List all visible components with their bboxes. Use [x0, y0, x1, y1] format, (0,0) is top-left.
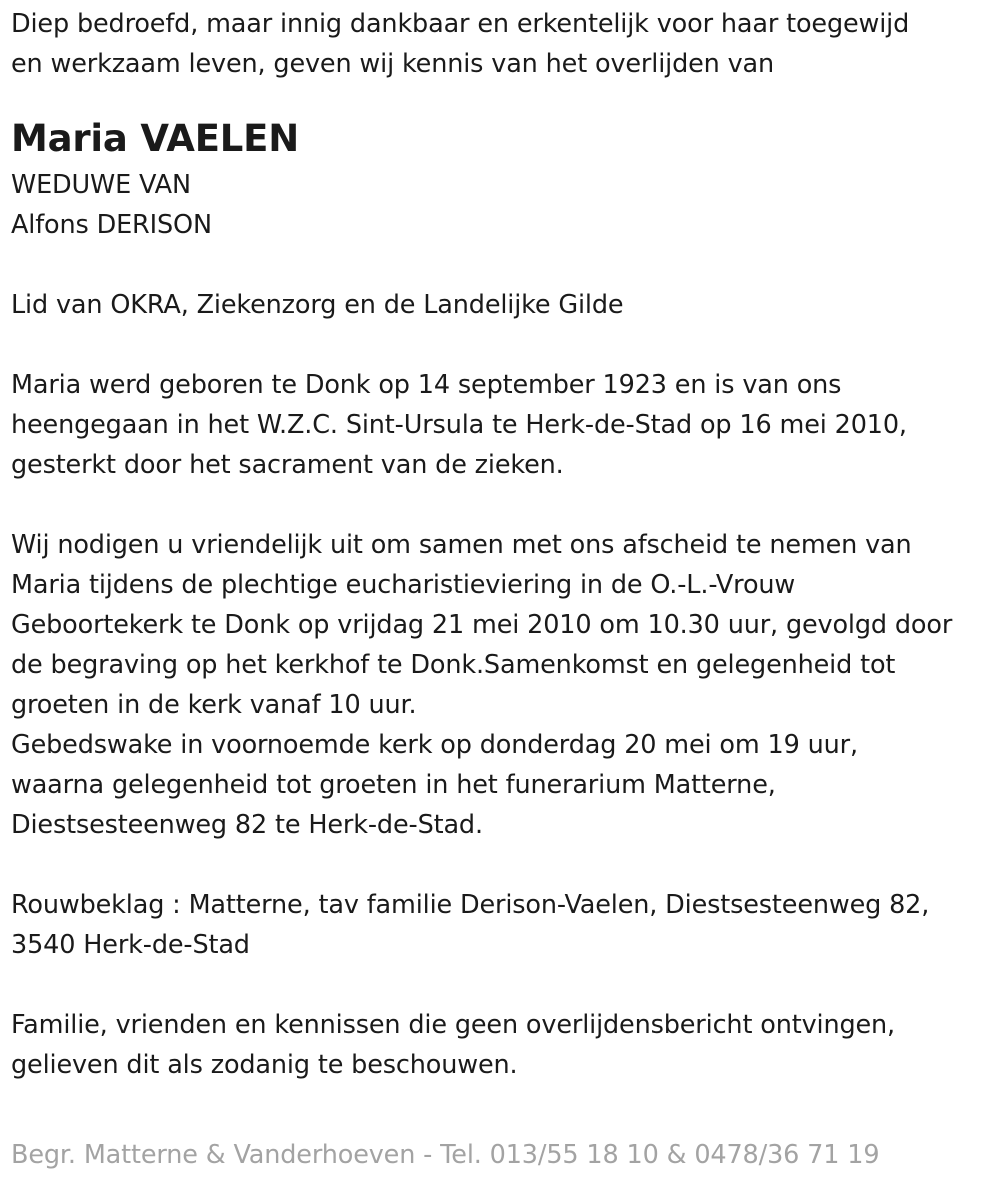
- condolences-line: 3540 Herk-de-Stad: [11, 930, 250, 960]
- birth-death-line: Maria werd geboren te Donk op 14 september 1923 en is van ons: [11, 370, 842, 400]
- notice-line: gelieven dit als zodanig te beschouwen.: [11, 1050, 518, 1080]
- notice-line: Familie, vrienden en kennissen die geen overlijdensbericht ontvingen,: [11, 1010, 895, 1040]
- funeral-line: Wij nodigen u vriendelijk uit om samen met ons afscheid te nemen van: [11, 530, 912, 560]
- birth-death-paragraph: [11, 365, 1000, 485]
- funeral-line: Maria tijdens de plechtige eucharistieviering in de O.-L.-Vrouw: [11, 570, 796, 600]
- birth-death-line: gesterkt door het sacrament van de zieken.: [11, 450, 564, 480]
- spouse-name: Alfons DERISON: [11, 210, 212, 240]
- funeral-line: de begraving op het kerkhof te Donk.Samenkomst en gelegenheid tot: [11, 650, 896, 680]
- intro-paragraph: [11, 4, 1000, 84]
- intro-line: en werkzaam leven, geven wij kennis van het overlijden van: [11, 49, 775, 79]
- notice-paragraph: [11, 1005, 1000, 1085]
- membership-paragraph: [11, 285, 1000, 325]
- birth-death-line: heengegaan in het W.Z.C. Sint-Ursula te Herk-de-Stad op 16 mei 2010,: [11, 410, 907, 440]
- vigil-line: waarna gelegenheid tot groeten in het funerarium Matterne,: [11, 770, 776, 800]
- condolences-paragraph: [11, 885, 1000, 965]
- funeral-paragraph: [11, 525, 1000, 725]
- funeral-line: Geboortekerk te Donk op vrijdag 21 mei 2010 om 10.30 uur, gevolgd door: [11, 610, 953, 640]
- vigil-line: Gebedswake in voornoemde kerk op donderdag 20 mei om 19 uur,: [11, 730, 858, 760]
- deceased-name: Maria VAELEN: [11, 117, 300, 160]
- vigil-paragraph: [11, 725, 1000, 845]
- relation-label: WEDUWE VAN: [11, 170, 191, 200]
- condolences-line: Rouwbeklag : Matterne, tav familie Derison-Vaelen, Diestsesteenweg 82,: [11, 890, 930, 920]
- funeral-home-footer: Begr. Matterne & Vanderhoeven - Tel. 013/55 18 10 & 0478/36 71 19: [11, 1140, 880, 1170]
- intro-line: Diep bedroefd, maar innig dankbaar en erkentelijk voor haar toegewijd: [11, 9, 910, 39]
- vigil-line: Diestsesteenweg 82 te Herk-de-Stad.: [11, 810, 483, 840]
- membership-text: Lid van OKRA, Ziekenzorg en de Landelijke Gilde: [11, 290, 624, 320]
- funeral-line: groeten in de kerk vanaf 10 uur.: [11, 690, 417, 720]
